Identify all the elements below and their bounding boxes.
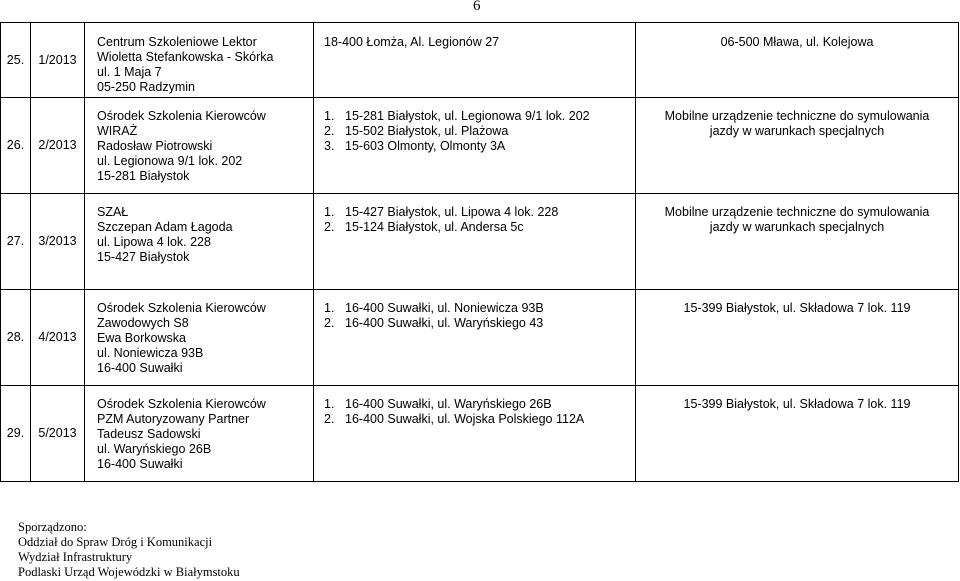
- entity-cell: [85, 386, 314, 482]
- entity-line: ul. 1 Maja 7: [97, 65, 162, 79]
- place-address: 16-400 Suwałki, ul. Waryńskiego 26B: [345, 397, 552, 411]
- vehicle-line: 15-399 Białystok, ul. Składowa 7 lok. 119: [683, 301, 911, 315]
- entity-line: WIRAŻ: [97, 124, 138, 138]
- place-number: 2.: [324, 316, 335, 330]
- footer-department: Oddział do Spraw Dróg i Komunikacji: [18, 535, 213, 549]
- table-row: [1, 23, 959, 98]
- table-row: [1, 194, 959, 290]
- places-list: [324, 397, 635, 427]
- places-list: [324, 35, 635, 50]
- place-number: 2.: [324, 124, 335, 138]
- list-item: [324, 124, 635, 139]
- entity-line: 16-400 Suwałki: [97, 361, 183, 375]
- registry-table: [0, 22, 959, 482]
- row-ordinal: 28.: [1, 290, 31, 386]
- page-number: 6: [473, 0, 481, 14]
- entity-line: Ośrodek Szkolenia Kierowców: [97, 301, 266, 315]
- vehicle-line: Mobilne urządzenie techniczne do symulowania: [664, 205, 930, 219]
- list-item: [324, 316, 635, 331]
- vehicle-line: Mobilne urządzenie techniczne do symulowania: [664, 109, 930, 123]
- vehicle-line: 06-500 Mława, ul. Kolejowa: [720, 35, 874, 49]
- entity-line: Tadeusz Sadowski: [97, 427, 201, 441]
- table-row: [1, 98, 959, 194]
- vehicle-line: 15-399 Białystok, ul. Składowa 7 lok. 119: [683, 397, 911, 411]
- place-address: 15-124 Białystok, ul. Andersa 5c: [345, 220, 524, 234]
- entity-line: Szczepan Adam Łagoda: [97, 220, 233, 234]
- entity-line: 15-281 Białystok: [97, 169, 190, 183]
- place-address: 15-502 Białystok, ul. Plażowa: [345, 124, 509, 138]
- vehicle-cell: [636, 98, 959, 194]
- list-item: [324, 301, 635, 316]
- place-number: 1.: [324, 109, 335, 123]
- places-cell: [314, 194, 636, 290]
- places-cell: [314, 23, 636, 98]
- entity-line: Ośrodek Szkolenia Kierowców: [97, 397, 266, 411]
- entity-line: ul. Noniewicza 93B: [97, 346, 204, 360]
- places-cell: [314, 386, 636, 482]
- place-number: 1.: [324, 301, 335, 315]
- place-number: 1.: [324, 397, 335, 411]
- entity-line: Ewa Borkowska: [97, 331, 186, 345]
- entity-line: ul. Legionowa 9/1 lok. 202: [97, 154, 243, 168]
- registry-body: [1, 23, 959, 482]
- place-address: 15-281 Białystok, ul. Legionowa 9/1 lok. 202: [345, 109, 590, 123]
- place-address: 15-427 Białystok, ul. Lipowa 4 lok. 228: [345, 205, 559, 219]
- place-number: 2.: [324, 412, 335, 426]
- list-item: [324, 397, 635, 412]
- table-row: [1, 386, 959, 482]
- vehicle-cell: [636, 194, 959, 290]
- entity-line: 05-250 Radzymin: [97, 80, 195, 94]
- entity-line: Ośrodek Szkolenia Kierowców: [97, 109, 266, 123]
- place-address: 15-603 Olmonty, Olmonty 3A: [345, 139, 506, 153]
- table-row: [1, 290, 959, 386]
- place-number: 1.: [324, 205, 335, 219]
- entity-line: PZM Autoryzowany Partner: [97, 412, 250, 426]
- entity-line: 16-400 Suwałki: [97, 457, 183, 471]
- entity-line: SZAŁ: [97, 205, 129, 219]
- vehicle-cell: [636, 23, 959, 98]
- entity-line: Radosław Piotrowski: [97, 139, 213, 153]
- prepared-label: Sporządzono:: [18, 520, 87, 534]
- footer-office: Podlaski Urząd Wojewódzki w Białymstoku: [18, 565, 240, 579]
- places-list: [324, 301, 635, 331]
- list-item: [324, 139, 635, 154]
- registry-number: 1/2013: [31, 23, 85, 98]
- row-ordinal: 27.: [1, 194, 31, 290]
- row-ordinal: 25.: [1, 23, 31, 98]
- place-number: 3.: [324, 139, 335, 153]
- list-item: [324, 35, 635, 50]
- entity-cell: [85, 194, 314, 290]
- vehicle-cell: [636, 290, 959, 386]
- footer-division: Wydział Infrastruktury: [18, 550, 133, 564]
- places-cell: [314, 290, 636, 386]
- entity-line: 15-427 Białystok: [97, 250, 190, 264]
- list-item: [324, 109, 635, 124]
- list-item: [324, 412, 635, 427]
- registry-number: 2/2013: [31, 98, 85, 194]
- entity-line: Wioletta Stefankowska - Skórka: [97, 50, 274, 64]
- places-list: [324, 205, 635, 235]
- place-address: 16-400 Suwałki, ul. Noniewicza 93B: [345, 301, 544, 315]
- place-address: 16-400 Suwałki, ul. Waryńskiego 43: [345, 316, 544, 330]
- row-ordinal: 26.: [1, 98, 31, 194]
- entity-line: Zawodowych S8: [97, 316, 189, 330]
- registry-number: 3/2013: [31, 194, 85, 290]
- entity-cell: [85, 290, 314, 386]
- places-cell: [314, 98, 636, 194]
- place-number: 2.: [324, 220, 335, 234]
- entity-line: ul. Waryńskiego 26B: [97, 442, 212, 456]
- registry-number: 5/2013: [31, 386, 85, 482]
- entity-line: Centrum Szkoleniowe Lektor: [97, 35, 257, 49]
- entity-line: ul. Lipowa 4 lok. 228: [97, 235, 211, 249]
- vehicle-line: jazdy w warunkach specjalnych: [709, 124, 885, 138]
- list-item: [324, 220, 635, 235]
- vehicle-line: jazdy w warunkach specjalnych: [709, 220, 885, 234]
- places-list: [324, 109, 635, 154]
- list-item: [324, 205, 635, 220]
- vehicle-cell: [636, 386, 959, 482]
- entity-cell: [85, 23, 314, 98]
- place-address: 16-400 Suwałki, ul. Wojska Polskiego 112A: [345, 412, 585, 426]
- registry-number: 4/2013: [31, 290, 85, 386]
- entity-cell: [85, 98, 314, 194]
- row-ordinal: 29.: [1, 386, 31, 482]
- place-address: 18-400 Łomża, Al. Legionów 27: [324, 35, 500, 49]
- footer: [18, 520, 240, 580]
